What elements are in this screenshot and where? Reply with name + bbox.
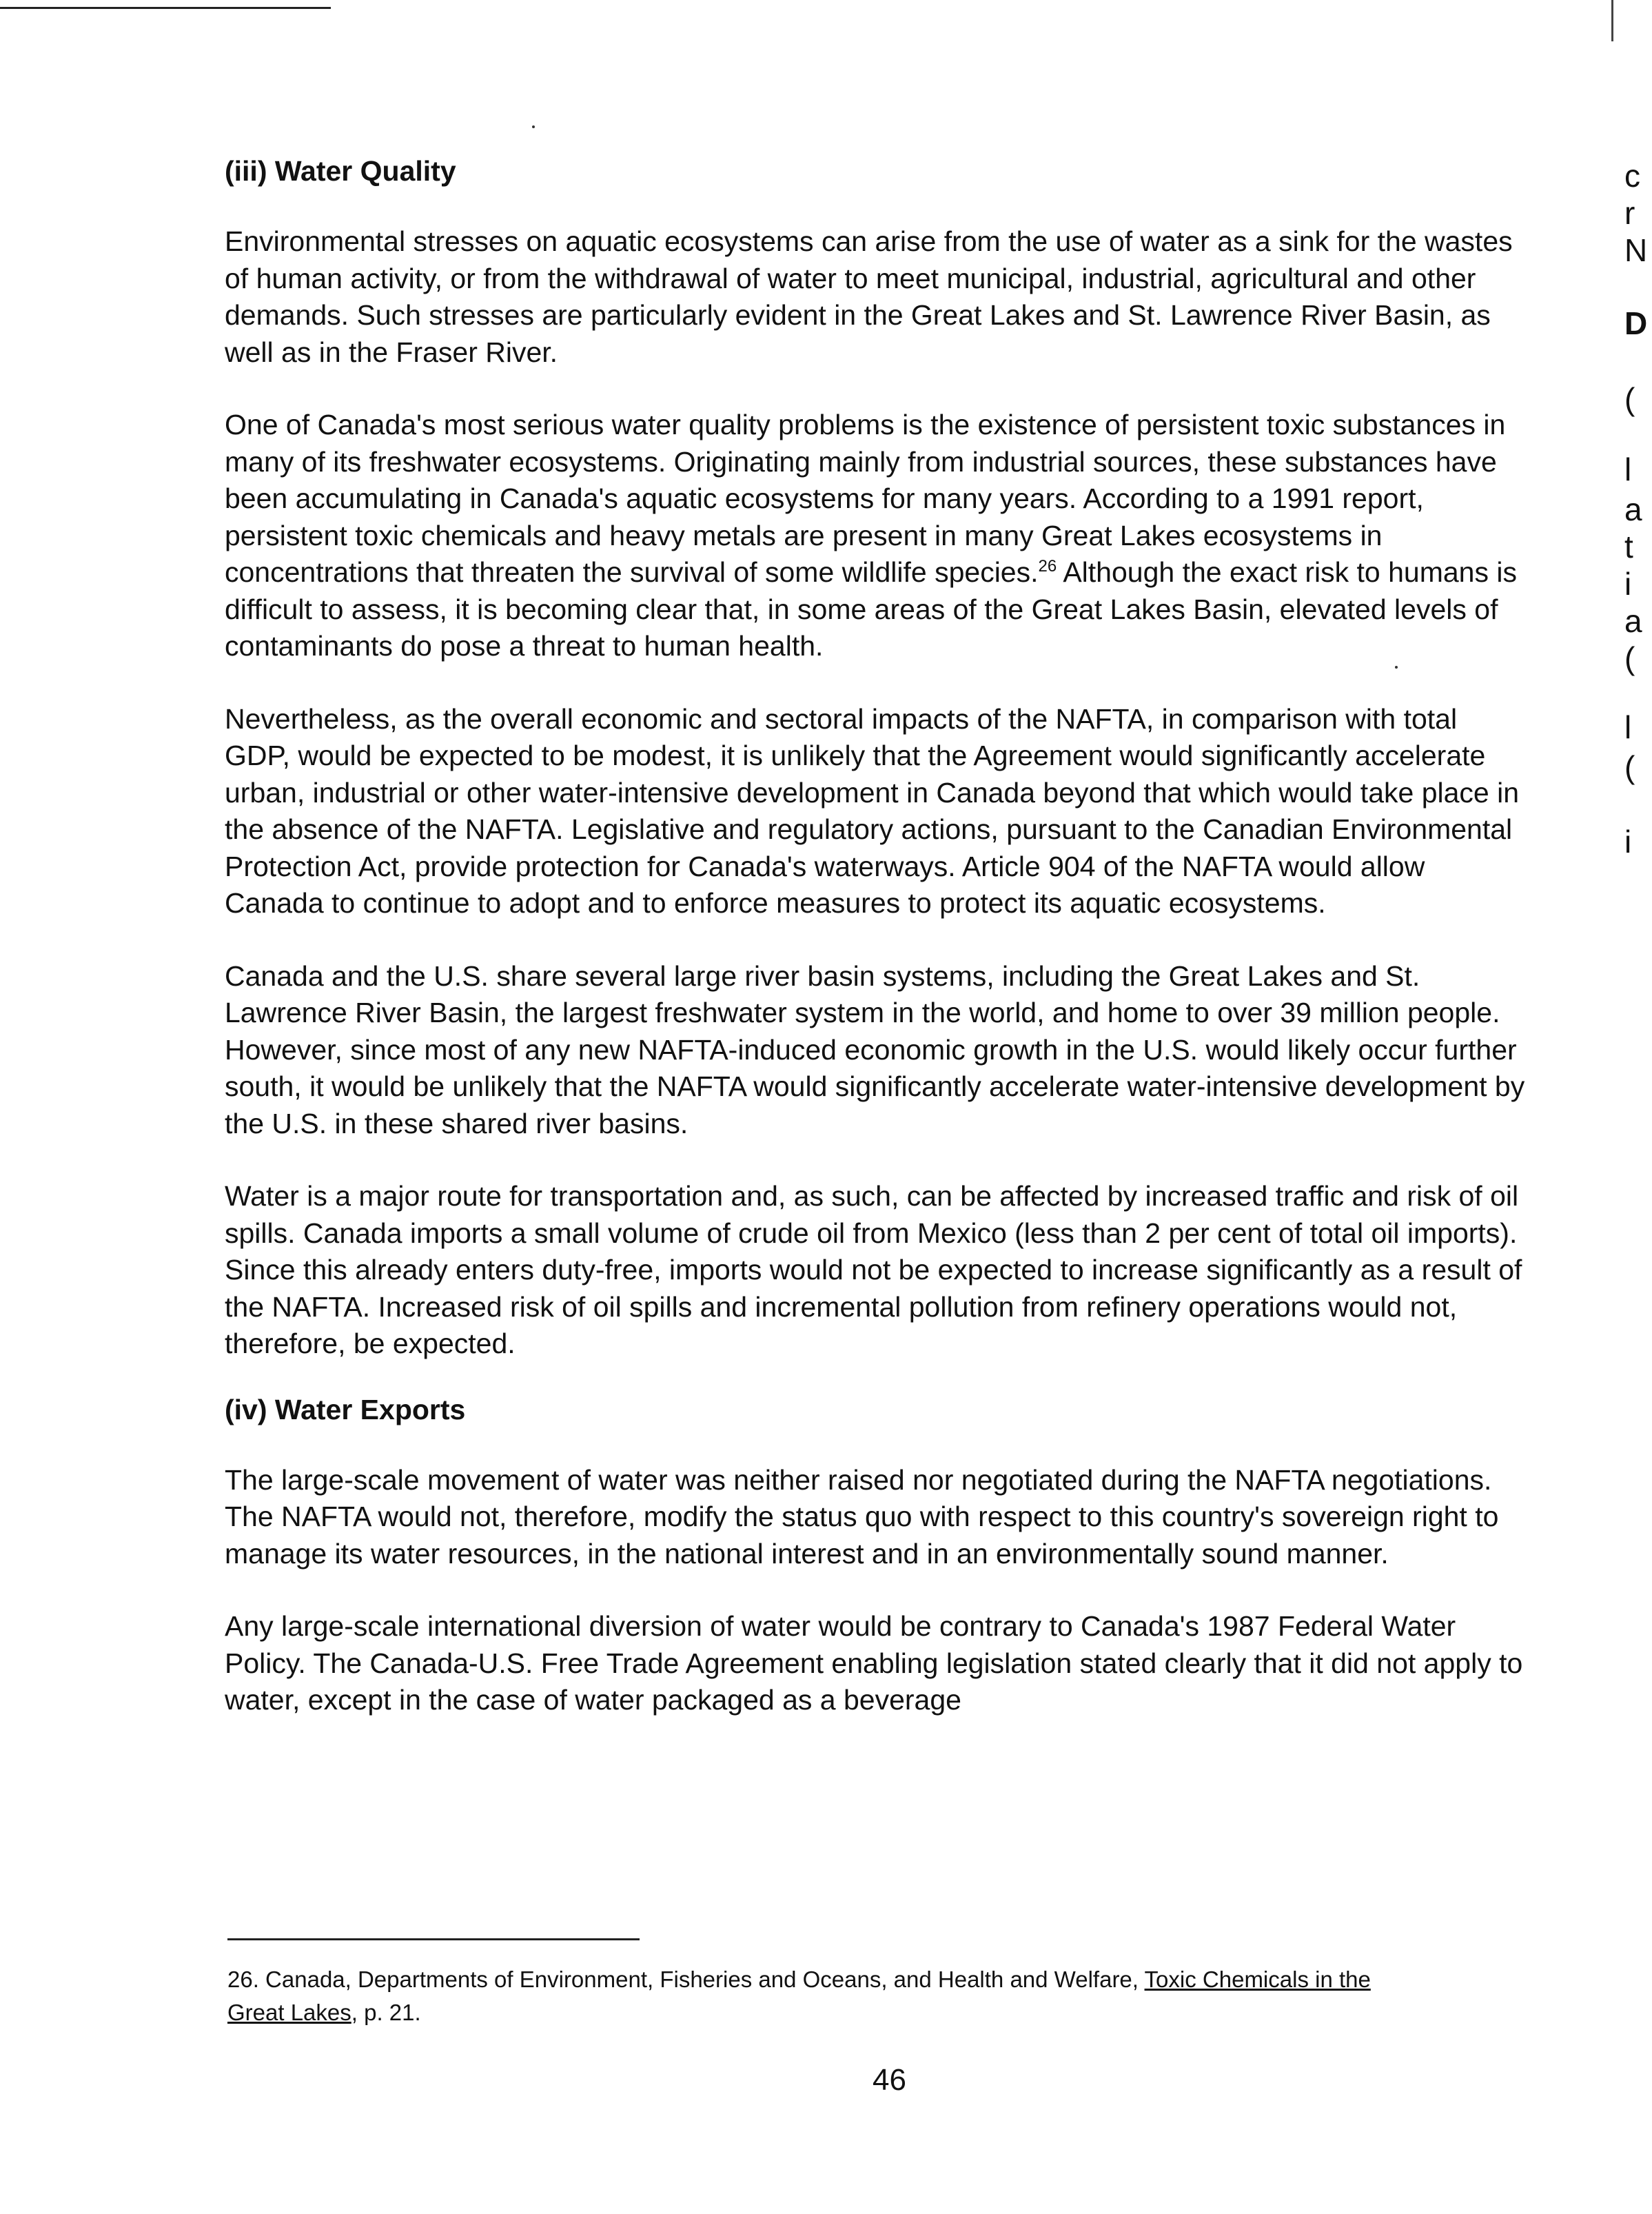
paragraph: Canada and the U.S. share several large river basin systems, including the Great Lakes and St. Lawrence River Basin, the largest freshwater system in the world, and home to over 39 million people. However, since most of any new NAFTA-induced economic growth in the U.S. would likely occur further south, it would be unlikely that the NAFTA would significantly accelerate water-intensive development by the U.S. in these shared river basins.	[225, 959, 1525, 1139]
footnote	[227, 1963, 1564, 2029]
footnote-title: Great Lakes	[227, 2000, 351, 2025]
section-heading: (iii) Water Quality	[225, 155, 456, 187]
paragraph: Any large-scale international diversion of water would be contrary to Canada's 1987 Federal Water Policy. The Canada-U.S. Free Trade Agreement enabling legislation stated clearly that it did not apply to water, except in the case of water packaged as a beverage	[225, 1610, 1523, 1716]
top-scan-rule	[0, 7, 331, 9]
bleed-letter: l	[1624, 451, 1632, 487]
paragraph: Environmental stresses on aquatic ecosystems can arise from the use of water as a sink for the wastes of human activity, or from the withdrawal of water to meet municipal, industrial, agricultural and other demands. Such stresses are particularly evident in the Great Lakes and St. Lawrence River Basin, as well as in the Fraser River.	[225, 225, 1513, 368]
bleed-letter: c	[1624, 158, 1640, 194]
bleed-letter: (	[1624, 749, 1635, 785]
bleed-letter: l	[1624, 709, 1632, 745]
bleed-letter: (	[1624, 640, 1635, 676]
bleed-letter: i	[1624, 824, 1632, 860]
paragraph-text: Although the exact risk to humans is difficult to assess, it is becoming clear that, in some areas of the Great Lakes Basin, elevated levels of contaminants do pose a threat to human health.	[225, 556, 1517, 662]
footnote-divider	[227, 1938, 640, 1940]
paragraph	[225, 407, 1527, 665]
paragraph: Water is a major route for transportation and, as such, can be affected by increased traffic and risk of oil spills. Canada imports a small volume of crude oil from Mexico (less than 2 per cent of total oil imports). Since this already enters duty-free, imports would not be expected to increase significantly as a result of the NAFTA. Increased risk of oil spills and incremental pollution from refinery operations would not, therefore, be expected.	[225, 1180, 1522, 1359]
paragraph: Nevertheless, as the overall economic and sectoral impacts of the NAFTA, in comparison with total GDP, would be expected to be modest, it is unlikely that the Agreement would significantly accelerate urban, industrial or other water-intensive development in Canada beyond that which would take place in the absence of the NAFTA. Legislative and regulatory actions, pursuant to the Canadian Environmental Protection Act, provide protection for Canada's waterways. Article 904 of the NAFTA would allow Canada to continue to adopt and to enforce measures to protect its aquatic ecosystems.	[225, 702, 1520, 919]
scan-speck	[532, 125, 535, 128]
bleed-letter: t	[1624, 529, 1633, 565]
footnote-number: 26.	[227, 1967, 259, 1992]
bleed-letter: i	[1624, 566, 1632, 602]
page-number: 46	[873, 2063, 906, 2097]
paragraph-text: One of Canada's most serious water quality problems is the existence of persistent toxic substances in many of its freshwater ecosystems. Originating mainly from industrial sources, these substances have been accumulating in Canada's aquatic ecosystems for many years. According to a 1991 report, persistent toxic chemicals and heavy metals are present in many Great Lakes ecosystems in concentrations that threaten the survival of some wildlife species.	[225, 409, 1506, 588]
bleed-letter: a	[1624, 491, 1642, 527]
footnote-suffix: , p. 21.	[351, 2000, 421, 2025]
page-body	[225, 152, 1527, 1755]
bleed-letter: (	[1624, 381, 1635, 417]
bleed-letter: D	[1624, 305, 1648, 341]
footnote-text: Canada, Departments of Environment, Fisheries and Oceans, and Health and Welfare,	[265, 1967, 1139, 1992]
bleed-letter: N	[1624, 232, 1648, 268]
section-water-exports	[225, 1390, 1527, 1719]
paragraph: The large-scale movement of water was neither raised nor negotiated during the NAFTA negotiations. The NAFTA would not, therefore, modify the status quo with respect to this country's sovereign right to manage its water resources, in the national interest and in an environmentally sound manner.	[225, 1463, 1499, 1570]
scan-edge-mark	[1611, 0, 1613, 41]
bleed-letter: r	[1624, 195, 1635, 231]
section-heading: (iv) Water Exports	[225, 1393, 466, 1425]
section-water-quality	[225, 152, 1527, 1363]
footnote-title: Toxic Chemicals in the	[1144, 1967, 1371, 1992]
footnote-ref[interactable]: 26	[1038, 557, 1057, 576]
bleed-letter: a	[1624, 603, 1642, 639]
